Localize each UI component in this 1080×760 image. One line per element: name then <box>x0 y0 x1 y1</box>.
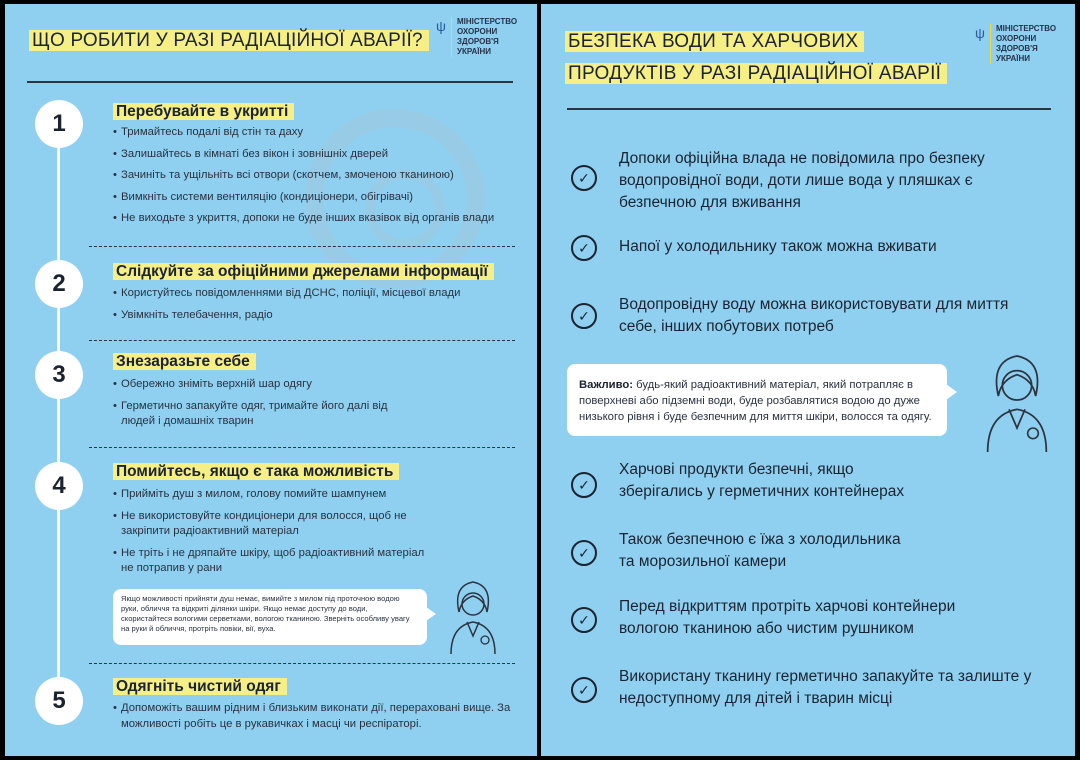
list-item: • Користуйтесь повідомленнями від ДСНС, поліції, місцевої влади <box>113 286 533 302</box>
ministry-name-left <box>451 17 518 57</box>
step-number-2: 2 <box>38 263 80 305</box>
step-title-3 <box>113 353 256 371</box>
list-item: • Прийміть душ з милом, голову помийте шампунем <box>113 487 433 503</box>
step-divider <box>89 340 515 341</box>
step-divider <box>89 663 515 664</box>
note-label: Важливо: <box>579 379 634 391</box>
step-title-2-text: Слідкуйте за офіційними джерелами інформації <box>113 263 494 280</box>
step-1-bullets <box>113 125 533 233</box>
list-item: • Увімкніть телебачення, радіо <box>113 308 533 324</box>
ministry-line: МІНІСТЕРСТВО <box>456 17 518 26</box>
list-item: • Тримайтесь подалі від стін та даху <box>113 125 533 141</box>
left-title-text: ЩО РОБИТИ У РАЗІ РАДІАЦІЙНОЇ АВАРІЇ? <box>29 30 429 51</box>
step-title-1 <box>113 103 294 121</box>
list-item: • Герметично запакуйте одяг, тримайте його далі від людей і домашніх тварин <box>113 399 413 430</box>
ministry-line: ОХОРОНИ <box>995 34 1037 43</box>
check-item-4 <box>571 461 905 500</box>
check-item-text: Перед відкриттям протріть харчові контейнери вологою тканиною або чистим рушником <box>619 598 956 637</box>
doctor-illustration-left <box>443 576 503 654</box>
step-4-bullets <box>113 487 433 583</box>
left-title <box>29 29 429 54</box>
right-title <box>565 26 947 90</box>
check-item-2 <box>571 235 937 261</box>
check-item-text: Також безпечною є їжа з холодильника та морозильної камери <box>619 531 901 570</box>
right-header-rule <box>567 108 1051 110</box>
step-2-bullets <box>113 286 533 329</box>
check-circle-icon: ✓ <box>571 303 597 329</box>
step-number-3: 3 <box>38 354 80 396</box>
list-item: • Вимкніть системи вентиляцію (кондиціонери, обігрівачі) <box>113 190 533 206</box>
check-circle-icon: ✓ <box>571 677 597 703</box>
right-title-line-1: БЕЗПЕКА ВОДИ ТА ХАРЧОВИХ <box>565 31 864 52</box>
check-item-6 <box>571 598 956 637</box>
ministry-line: МІНІСТЕРСТВО <box>995 24 1057 33</box>
ministry-logo-right <box>975 24 1057 64</box>
check-circle-icon: ✓ <box>571 472 597 498</box>
doctor-illustration-right <box>977 348 1057 452</box>
step-title-4 <box>113 463 399 481</box>
ministry-name-right <box>990 24 1057 64</box>
check-circle-icon: ✓ <box>571 607 597 633</box>
step-title-4-text: Помийтесь, якщо є така можливість <box>113 463 399 480</box>
step-title-3-text: Знезаразьте себе <box>113 353 256 370</box>
list-item: • Допоможіть вашим рідним і близьким виконати дії, перераховані вище. За можливості робіть це в рукавичках і масці чи респіраторі. <box>113 701 517 732</box>
step-number-5: 5 <box>38 680 80 722</box>
timeline-line <box>57 119 60 704</box>
right-title-line-2: ПРОДУКТІВ У РАЗІ РАДІАЦІЙНОЇ АВАРІЇ <box>565 63 947 84</box>
list-item: • Не використовуйте кондиціонери для волосся, щоб не закріпити радіоактивний матеріал <box>113 509 433 540</box>
ministry-line: УКРАЇНИ <box>995 54 1030 63</box>
check-item-text: Напої у холодильнику також можна вживати <box>619 238 937 255</box>
check-circle-icon: ✓ <box>571 165 597 191</box>
list-item: • Не виходьте з укриття, допоки не буде інших вказівок від органів влади <box>113 211 533 227</box>
trident-icon: ψ <box>436 18 446 34</box>
step-title-1-text: Перебувайте в укритті <box>113 103 294 120</box>
left-infographic-panel <box>5 4 537 756</box>
step-title-5 <box>113 678 287 696</box>
check-item-text: Використану тканину герметично запакуйте та залиште у недоступному для дітей і тварин місці <box>619 668 1032 707</box>
step-divider <box>89 246 515 247</box>
ministry-line: ЗДОРОВ'Я <box>995 44 1038 53</box>
ministry-line: УКРАЇНИ <box>456 47 491 56</box>
check-item-5 <box>571 531 901 570</box>
step-divider <box>89 447 515 448</box>
step-number-1: 1 <box>38 103 80 145</box>
check-item-3 <box>571 296 1009 335</box>
step-title-5-text: Одягніть чистий одяг <box>113 678 287 695</box>
check-circle-icon: ✓ <box>571 540 597 566</box>
list-item: • Залишайтесь в кімнаті без вікон і зовнішніх дверей <box>113 147 533 163</box>
note-text: будь-який радіоактивний матеріал, який потрапляє в поверхневі або підземні води, буде розбавлятися водою до дуже низького рівня і буде безпечним для миття шкіри, волосся та одягу. <box>579 379 932 423</box>
list-item: • Зачиніть та ущільніть всі отвори (скотчем, змоченою тканиною) <box>113 168 533 184</box>
list-item: • Не тріть і не дряпайте шкіру, щоб радіоактивний матеріал не потрапив у рани <box>113 546 433 577</box>
right-infographic-panel <box>541 4 1075 756</box>
step-5-bullets <box>113 701 517 738</box>
step-3-bullets <box>113 377 413 436</box>
check-item-text: Допоки офіційна влада не повідомила про безпеку водопровідної води, доти лише вода у пляшках є безпечною для вживання <box>619 150 985 211</box>
left-header-rule <box>27 81 513 83</box>
trident-icon: ψ <box>975 25 985 41</box>
step-title-2 <box>113 263 494 281</box>
ministry-logo-left <box>436 17 518 57</box>
ministry-line: ОХОРОНИ <box>456 27 498 36</box>
list-item: • Обережно зніміть верхній шар одягу <box>113 377 413 393</box>
check-item-1 <box>571 150 985 211</box>
ministry-line: ЗДОРОВ'Я <box>456 37 499 46</box>
check-item-text: Харчові продукти безпечні, якщо зберігались у герметичних контейнерах <box>619 461 905 500</box>
shower-note-bubble: Якщо можливості прийняти душ немає, вимийте з милом під проточною водою руки, обличчя та відкриті ділянки шкіри. Якщо немає доступу до води, скористайтеся вологими серветками, вологою тканиною. Зверніть особливу увагу на руки й обличчя, протріть повіки, вії, вуха. <box>113 589 427 645</box>
check-item-text: Водопровідну воду можна використовувати для миття себе, інших побутових потреб <box>619 296 1009 335</box>
important-note-bubble <box>567 364 947 436</box>
step-number-4: 4 <box>38 465 80 507</box>
check-item-7 <box>571 668 1032 707</box>
check-circle-icon: ✓ <box>571 235 597 261</box>
